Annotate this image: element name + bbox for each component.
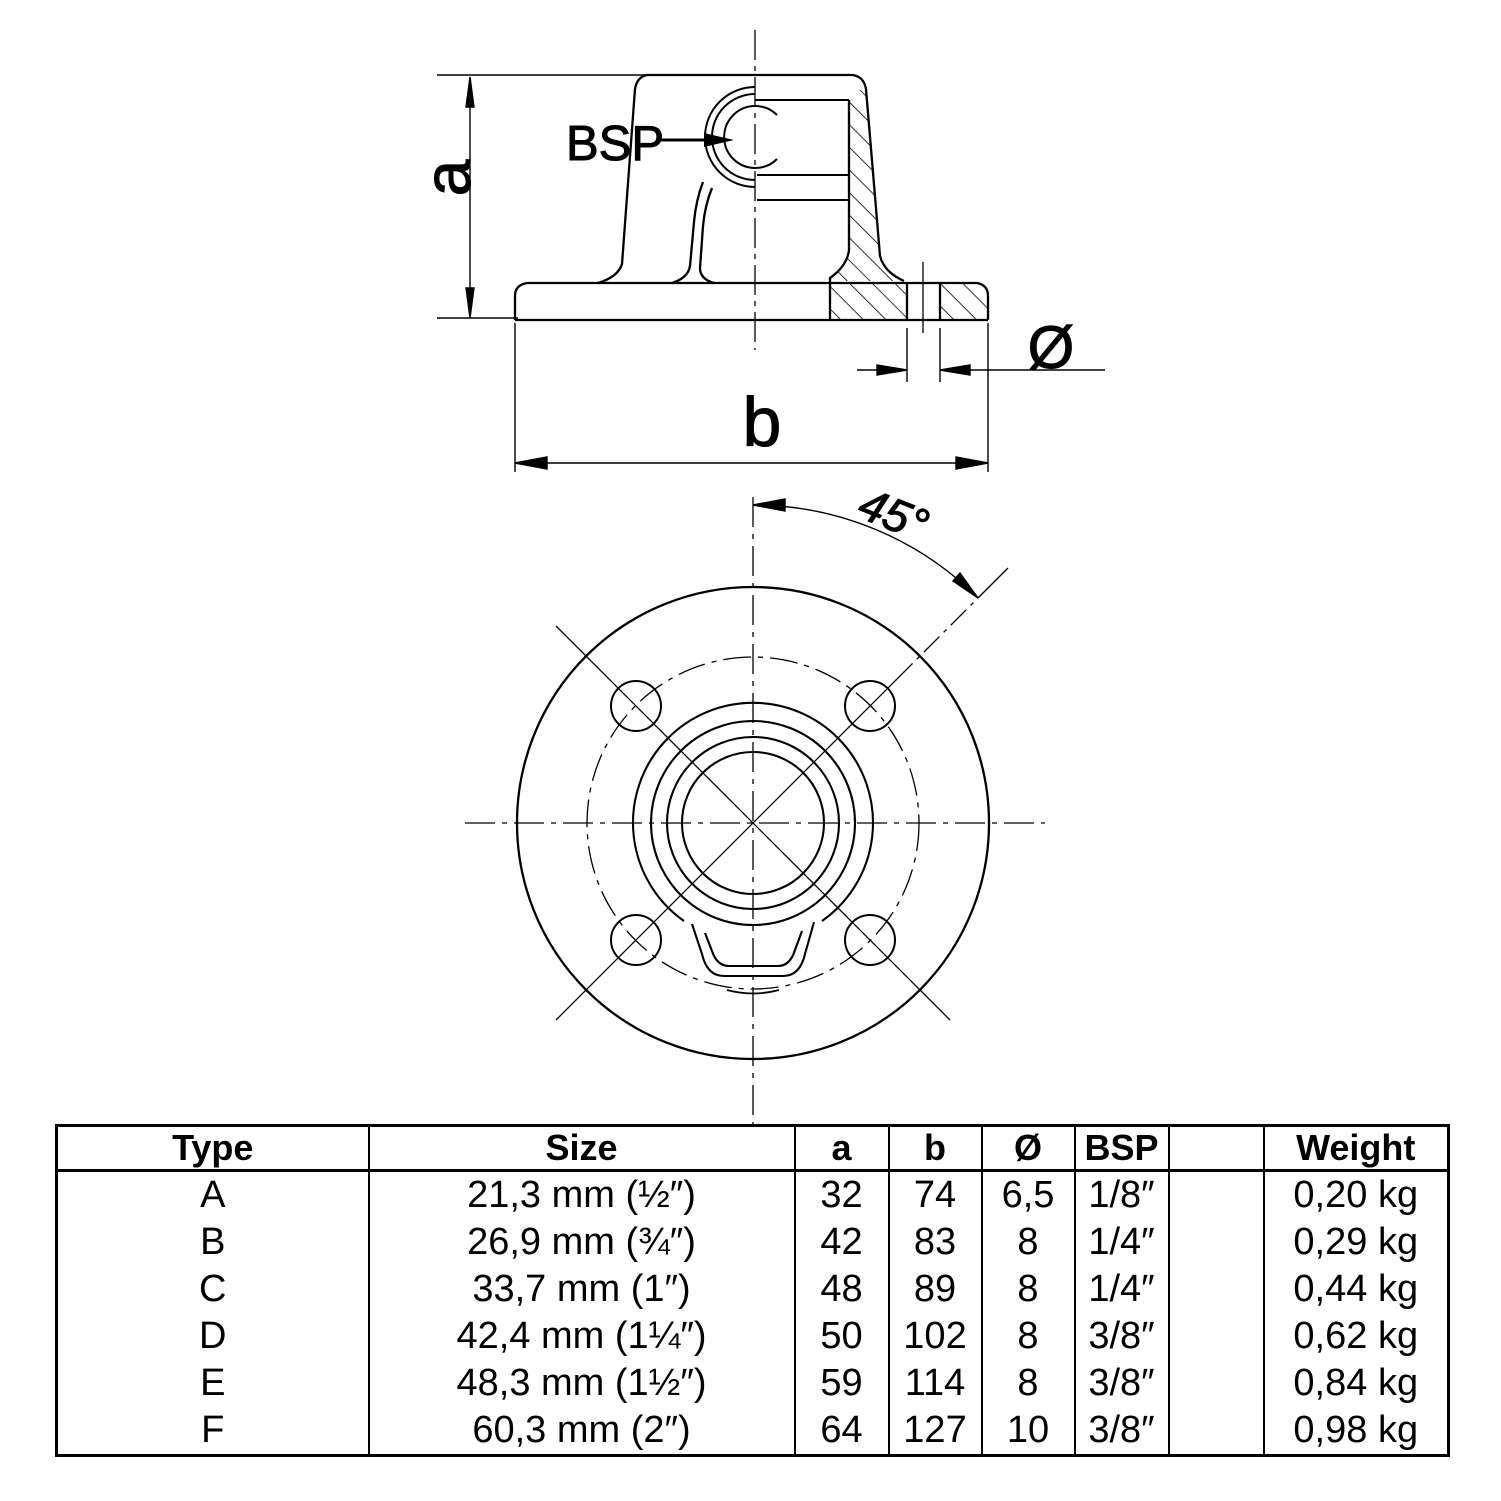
cell-Ø: 8 (982, 1360, 1075, 1407)
table-row (57, 1219, 1449, 1266)
size-spec-table (55, 1124, 1450, 1457)
cell-b: 102 (889, 1313, 982, 1360)
table-row (57, 1313, 1449, 1360)
col-header-Size: Size (369, 1126, 795, 1171)
bsp-label: BSP (566, 117, 665, 171)
cell-b: 89 (889, 1266, 982, 1313)
cell-Ø: 8 (982, 1266, 1075, 1313)
spec-table-container (55, 1124, 1447, 1455)
cell-Weight: 0,84 kg (1264, 1360, 1449, 1407)
cell-Size: 26,9 mm (¾″) (369, 1219, 795, 1266)
cell-Size: 60,3 mm (2″) (369, 1407, 795, 1456)
cell-a: 32 (795, 1171, 889, 1220)
cell-Size: 42,4 mm (1¼″) (369, 1313, 795, 1360)
header-row (57, 1126, 1449, 1171)
cell-Ø: 8 (982, 1219, 1075, 1266)
cell-empty (1169, 1313, 1264, 1360)
cell-empty (1169, 1171, 1264, 1220)
table-row (57, 1360, 1449, 1407)
top-view (465, 477, 1045, 1125)
top-view-centerlines (465, 497, 1045, 1125)
cell-Weight: 0,62 kg (1264, 1313, 1449, 1360)
side-view (410, 30, 1105, 472)
cell-Type: D (199, 1315, 227, 1357)
cell-Type: F (201, 1409, 225, 1451)
diameter-symbol-label: Ø (1027, 314, 1075, 381)
cell-a: 50 (795, 1313, 889, 1360)
section-hatching (830, 90, 988, 319)
cell-Type: E (200, 1362, 226, 1404)
cell-b: 114 (889, 1360, 982, 1407)
cell-a: 64 (795, 1407, 889, 1456)
cell-Type: A (200, 1174, 226, 1216)
cell-a: 42 (795, 1219, 889, 1266)
cell-Size: 33,7 mm (1″) (369, 1266, 795, 1313)
col-header-Type: Type (57, 1126, 369, 1171)
cell-BSP: 1/4″ (1075, 1219, 1169, 1266)
cell-a: 48 (795, 1266, 889, 1313)
spec-table-body (57, 1171, 1449, 1456)
col-header-Weight: Weight (1264, 1126, 1449, 1171)
cell-Size: 21,3 mm (½″) (369, 1171, 795, 1220)
cell-empty (1169, 1266, 1264, 1313)
bsp-callout-arrow (660, 133, 734, 147)
cell-Weight: 0,98 kg (1264, 1407, 1449, 1456)
side-view-outline (515, 75, 988, 320)
table-row (57, 1171, 1449, 1220)
col-header-a: a (795, 1126, 889, 1171)
col-header-BSP: BSP (1075, 1126, 1169, 1171)
cell-empty (1169, 1219, 1264, 1266)
col-header-empty (1169, 1126, 1264, 1171)
cell-a: 59 (795, 1360, 889, 1407)
cell-Size: 48,3 mm (1½″) (369, 1360, 795, 1407)
col-header-b: b (889, 1126, 982, 1171)
cell-BSP: 3/8″ (1075, 1313, 1169, 1360)
spec-table-header (57, 1126, 1449, 1171)
cell-Weight: 0,20 kg (1264, 1171, 1449, 1220)
dim-a-label: a (410, 159, 484, 197)
table-row (57, 1407, 1449, 1456)
cell-Weight: 0,44 kg (1264, 1266, 1449, 1313)
cell-Ø: 8 (982, 1313, 1075, 1360)
cell-BSP: 3/8″ (1075, 1360, 1169, 1407)
cell-b: 83 (889, 1219, 982, 1266)
cell-empty (1169, 1360, 1264, 1407)
cell-BSP: 1/8″ (1075, 1171, 1169, 1220)
table-row (57, 1266, 1449, 1313)
cell-b: 74 (889, 1171, 982, 1220)
cell-Type: C (199, 1268, 227, 1310)
cell-empty (1169, 1407, 1264, 1456)
cell-Ø: 10 (982, 1407, 1075, 1456)
dim-b-label: b (742, 383, 782, 461)
bsp-thread-arcs (705, 87, 849, 200)
cell-BSP: 3/8″ (1075, 1407, 1169, 1456)
cell-Ø: 6,5 (982, 1171, 1075, 1220)
angle-label: 45° (851, 477, 936, 552)
cell-BSP: 1/4″ (1075, 1266, 1169, 1313)
cell-Type: B (200, 1221, 226, 1263)
col-header-Ø: Ø (982, 1126, 1075, 1171)
cell-b: 127 (889, 1407, 982, 1456)
cell-Weight: 0,29 kg (1264, 1219, 1449, 1266)
